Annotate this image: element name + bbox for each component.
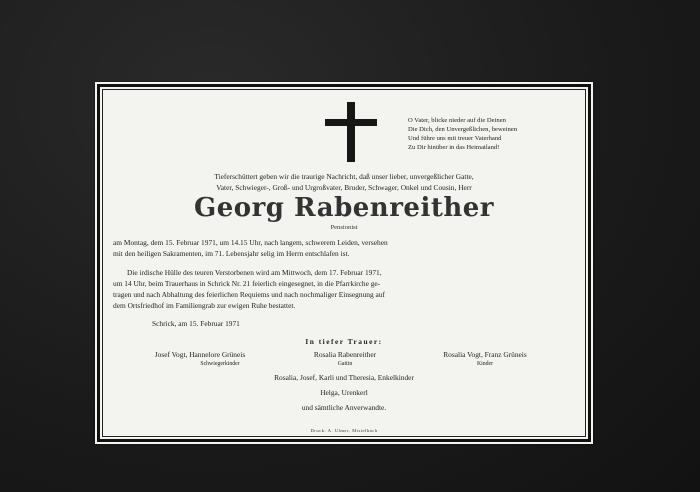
death-details-paragraph [113, 237, 575, 259]
latin-cross-icon [325, 102, 377, 162]
place-date: Schrick, am 15. Februar 1971 [152, 319, 240, 328]
relatives-line: und sämtliche Anverwandte. [301, 403, 387, 412]
mourner-group [275, 350, 415, 368]
mourner-names: Rosalia Vogt, Franz Grüneis [443, 350, 527, 359]
mourner-names: Rosalia Rabenreither [313, 350, 377, 359]
paragraph-line: um 14 Uhr, beim Trauerhaus in Schrick Nr. 21 feierlich eingesegnet, in die Pfarrkirche ge- [113, 279, 381, 288]
intro-line: Vater, Schwieger-, Groß- und Urgroßvater, Bruder, Schwager, Onkel und Cousin, Herr [216, 183, 472, 192]
mourner-group [125, 350, 275, 368]
deceased-name: Georg Rabenreither [194, 193, 494, 223]
paragraph-line: tragen und nach Abhaltung des feierlichen Requiems und nach nochmaliger Einsegnung auf [113, 290, 385, 299]
poem-line: Die Dich, den Unvergeßlichen, beweinen [408, 126, 518, 133]
deceased-occupation: Pensionist [330, 224, 358, 231]
grandchildren-line: Rosalia, Josef, Karli und Theresia, Enkelkinder [274, 373, 414, 382]
poem-verse [408, 116, 588, 152]
mourner-group [410, 350, 560, 368]
intro-line: Tieferschüttert geben wir die traurige Nachricht, daß unser lieber, unvergeßlicher Gatte, [214, 172, 474, 181]
mourner-relation: Kinder [476, 361, 494, 367]
funeral-details-paragraph [113, 267, 575, 311]
poem-line: O Vater, blicke nieder auf die Deinen [408, 117, 506, 124]
poem-line: Und führe uns mit treuer Vaterhand [408, 135, 502, 142]
death-notice-card [95, 82, 593, 444]
mourner-names: Josef Vogt, Hannelore Grüneis [154, 350, 246, 359]
mourner-relation: Gattin [337, 361, 353, 367]
mourning-heading: In tiefer Trauer: [305, 337, 383, 346]
paragraph-line: am Montag, dem 15. Februar 1971, um 14.15 Uhr, nach langem, schwerem Leiden, versehen [113, 238, 388, 247]
great-grandchild-line: Helga, Urenkerl [320, 388, 368, 397]
poem-line: Zu Dir hinüber in das Heimatland! [408, 144, 500, 151]
paragraph-line: dem Ortsfriedhof im Familiengrab zur ewigen Ruhe bestattet. [113, 301, 296, 310]
intro-text [109, 171, 579, 193]
printer-credit: Druck: A. Ulmer, Mistelbach [310, 428, 378, 433]
paragraph-line: Die irdische Hülle des teuren Verstorbenen wird am Mittwoch, dem 17. Februar 1971, [127, 268, 382, 277]
mourner-relation: Schwiegerkinder [200, 361, 240, 367]
paragraph-line: mit den heiligen Sakramenten, im 71. Lebensjahr selig im Herrn entschlafen ist. [113, 249, 350, 258]
